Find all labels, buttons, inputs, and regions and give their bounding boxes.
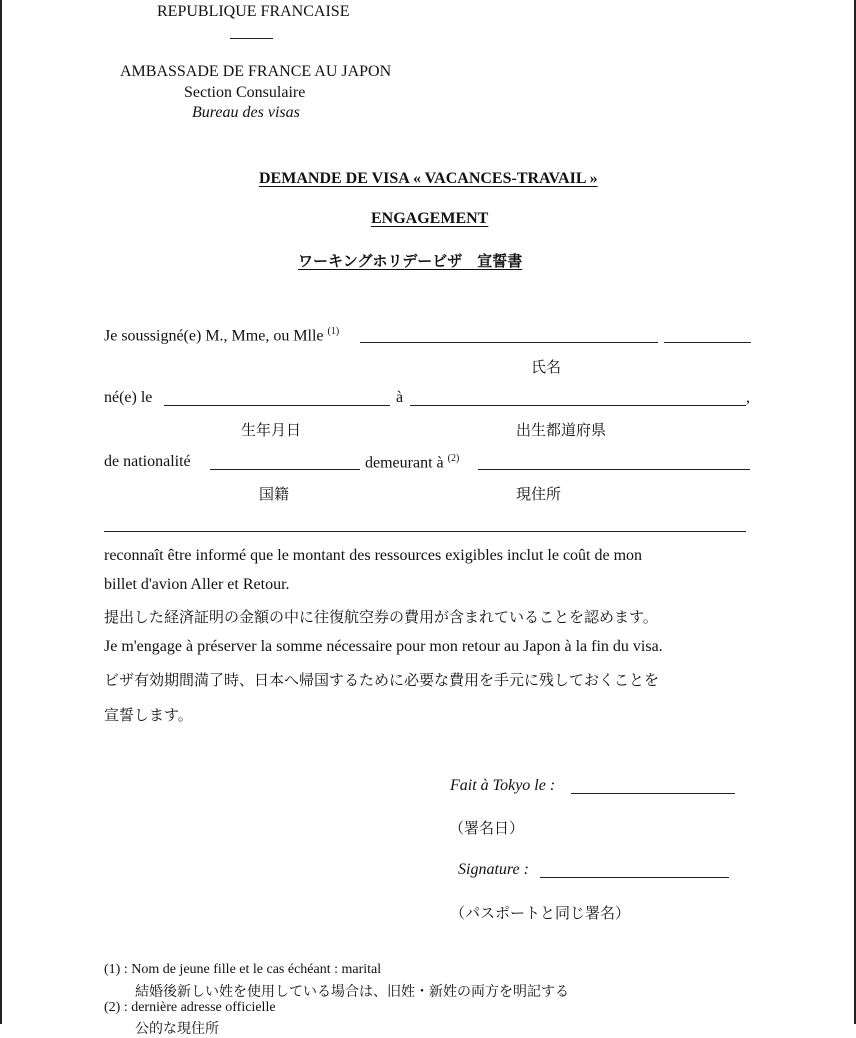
demeurant-label: demeurant à — [365, 454, 444, 472]
section-consulaire: Section Consulaire — [184, 84, 306, 101]
birthplace-field[interactable] — [410, 405, 746, 406]
birthplace-jp-label: 出生都道府県 — [516, 423, 607, 439]
signature-jp: （パスポートと同じ署名） — [450, 906, 631, 922]
footnote-2-fr: (2) : dernière adresse officielle — [104, 1000, 276, 1015]
bureau-des-visas: Bureau des visas — [192, 104, 300, 121]
body-jp-line1: 提出した経済証明の金額の中に往復航空券の費用が含まれていることを認めます。 — [104, 610, 658, 626]
page-border-left — [0, 0, 2, 1024]
birthdate-field[interactable] — [164, 405, 390, 406]
body-fr-line2: billet d'avion Aller et Retour. — [104, 576, 290, 593]
footnote-ref-2: (2) — [447, 453, 460, 464]
japanese-title: ワーキングホリデービザ 宣誓書 — [298, 254, 523, 270]
name-jp-label: 氏名 — [531, 360, 562, 376]
signature-field[interactable] — [540, 877, 729, 878]
footnote-1-jp: 結婚後新しい姓を使用している場合は、旧姓・新姓の両方を明記する — [135, 985, 569, 1000]
soussigne-line — [104, 326, 339, 345]
footnote-2-jp: 公的な現住所 — [135, 1022, 219, 1037]
footnote-1-fr: (1) : Nom de jeune fille et le cas échéant : marital — [104, 962, 382, 977]
demande-title: DEMANDE DE VISA « VACANCES-TRAVAIL » — [259, 170, 598, 187]
address-jp-label: 現住所 — [516, 487, 562, 503]
fait-label: Fait à Tokyo le : — [450, 777, 556, 794]
name-field[interactable] — [360, 342, 658, 343]
engagement-title: ENGAGEMENT — [371, 210, 489, 227]
republique-heading: REPUBLIQUE FRANCAISE — [157, 3, 350, 20]
body-jp-line2: ビザ有効期間満了時、日本へ帰国するために必要な費用を手元に残しておくことを — [104, 673, 660, 689]
address-field[interactable] — [478, 469, 750, 470]
birthdate-jp-label: 生年月日 — [241, 423, 302, 439]
body-jp-line3: 宣誓します。 — [104, 708, 193, 724]
footnote-ref-1: (1) — [327, 326, 340, 337]
ne-label: né(e) le — [104, 389, 153, 406]
header-divider — [230, 38, 273, 39]
soussigne-label: Je soussigné(e) M., Mme, ou Mlle — [104, 327, 324, 345]
ambassade-heading: AMBASSADE DE FRANCE AU JAPON — [120, 63, 392, 80]
comma-mark: , — [746, 389, 750, 406]
signing-date-field[interactable] — [571, 793, 735, 794]
nationalite-label: de nationalité — [104, 453, 191, 470]
demeurant-line — [365, 453, 459, 472]
name-field-extra[interactable] — [664, 342, 751, 343]
address-field-line2[interactable] — [104, 531, 746, 532]
a-label: à — [396, 389, 404, 406]
signature-label: Signature : — [458, 861, 529, 878]
signing-date-jp: （署名日） — [449, 821, 525, 837]
nationality-field[interactable] — [210, 469, 360, 470]
body-fr-line1: reconnaît être informé que le montant des ressources exigibles inclut le coût de mon — [104, 547, 643, 564]
nationality-jp-label: 国籍 — [259, 487, 290, 503]
body-fr-line3: Je m'engage à préserver la somme nécessaire pour mon retour au Japon à la fin du visa. — [104, 638, 663, 655]
